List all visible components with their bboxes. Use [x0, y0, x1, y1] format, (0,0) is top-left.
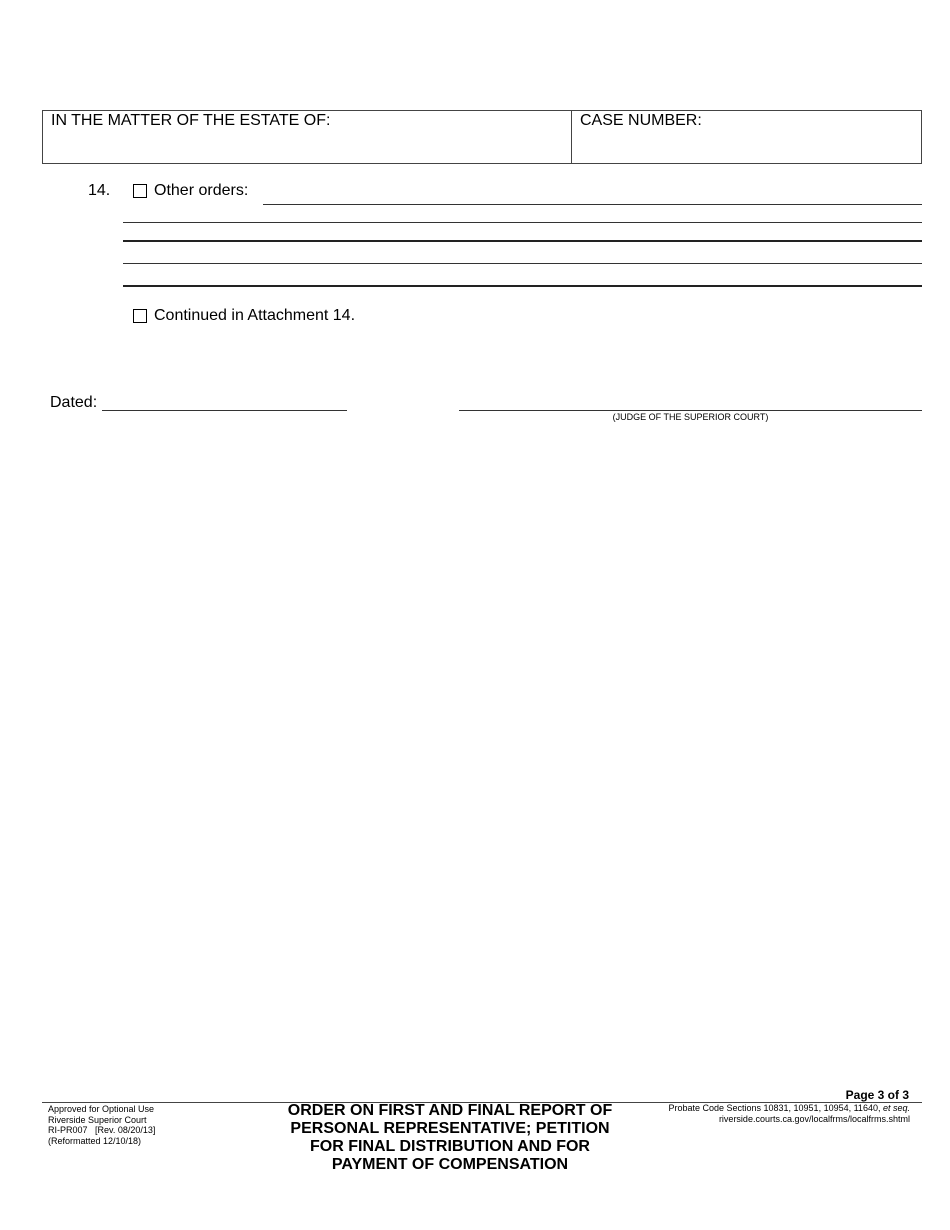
statute-citation	[668, 1103, 910, 1114]
form-info	[48, 1104, 155, 1146]
other-orders-line-5[interactable]	[123, 285, 922, 287]
form-title	[262, 1102, 638, 1174]
form-info-line: Approved for Optional Use	[48, 1104, 155, 1114]
dated-label: Dated:	[50, 394, 98, 411]
caption-box	[42, 110, 922, 164]
form-info-line: RI-PR007 [Rev. 08/20/13]	[48, 1125, 156, 1135]
continued-attachment-checkbox[interactable]	[133, 309, 147, 323]
form-info-line: (Reformatted 12/10/18)	[48, 1135, 142, 1146]
judge-caption: (JUDGE OF THE SUPERIOR COURT)	[612, 412, 769, 422]
other-orders-label: Other orders:	[154, 182, 249, 199]
item-number: 14.	[88, 182, 111, 199]
other-orders-line-2[interactable]	[123, 222, 922, 223]
other-orders-line-1[interactable]	[263, 204, 922, 205]
other-orders-line-4[interactable]	[123, 263, 922, 264]
statute-text: Probate Code Sections 10831, 10951, 10954, 11640,	[668, 1103, 883, 1113]
other-orders-checkbox[interactable]	[133, 184, 147, 198]
statute-info	[668, 1103, 910, 1124]
statute-et-seq: et seq.	[882, 1103, 910, 1113]
estate-label: IN THE MATTER OF THE ESTATE OF:	[51, 112, 331, 129]
form-title-line: PAYMENT OF COMPENSATION	[331, 1156, 569, 1173]
judge-signature-line[interactable]	[459, 410, 922, 411]
date-line[interactable]	[102, 410, 347, 411]
other-orders-line-3[interactable]	[123, 240, 922, 242]
form-title-line: ORDER ON FIRST AND FINAL REPORT OF	[287, 1102, 613, 1119]
continued-attachment-label: Continued in Attachment 14.	[154, 307, 356, 324]
form-title-line: FOR FINAL DISTRIBUTION AND FOR	[310, 1138, 590, 1155]
case-number-label: CASE NUMBER:	[580, 112, 702, 129]
form-info-line: Riverside Superior Court	[48, 1114, 147, 1125]
form-title-line: PERSONAL REPRESENTATIVE; PETITION	[290, 1120, 610, 1137]
case-number-field[interactable]	[572, 111, 921, 163]
estate-field[interactable]	[43, 111, 572, 163]
court-website[interactable]: riverside.courts.ca.gov/localfrms/localfrms.shtml	[718, 1113, 910, 1124]
page-number: Page 3 of 3	[845, 1088, 909, 1102]
